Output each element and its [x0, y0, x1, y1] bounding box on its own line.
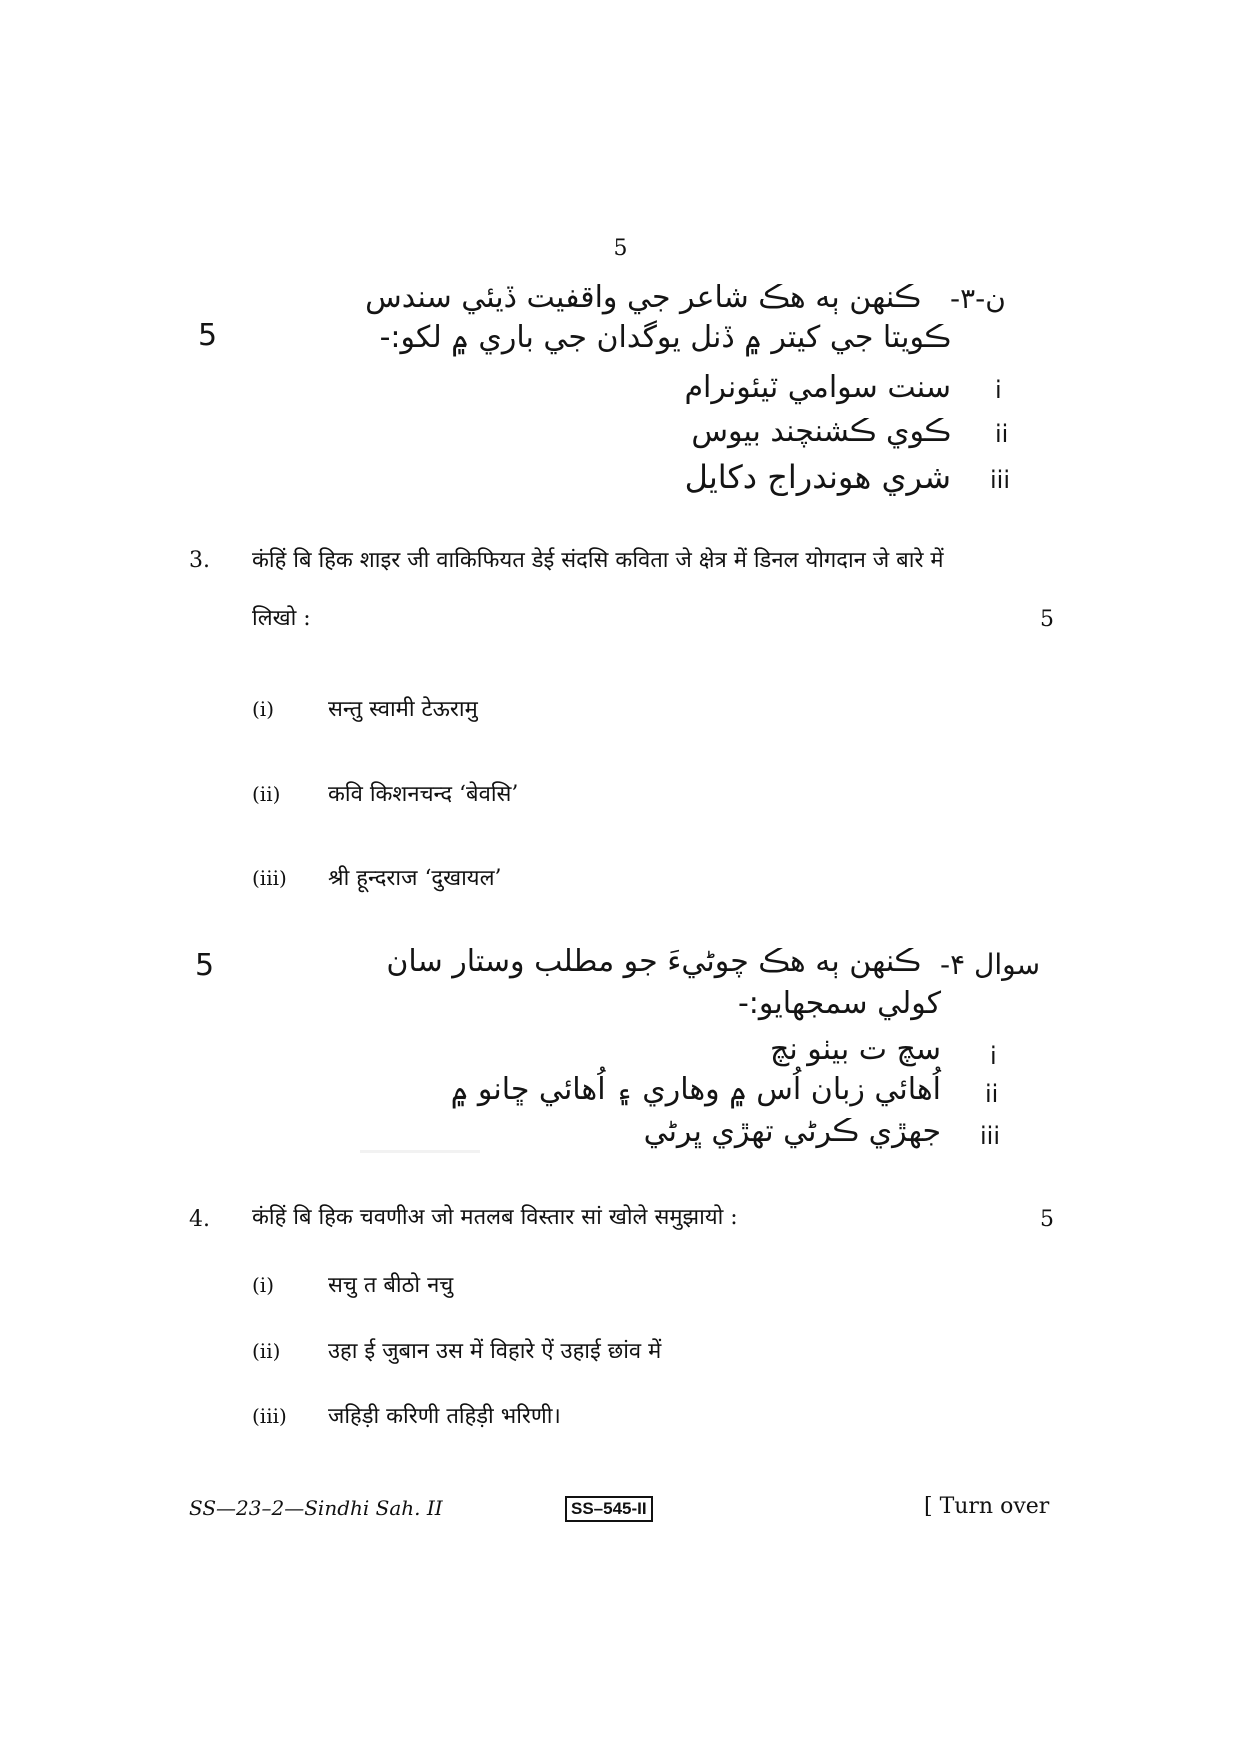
scan-smudge: [360, 1150, 480, 1153]
hw-q3-opt2-num: ii: [995, 420, 1009, 448]
q4-marks: 5: [1040, 1207, 1054, 1232]
q4-number: 4.: [189, 1207, 210, 1232]
handwritten-question-4: [0, 920, 1241, 1160]
hw-q4-opt3-num: iii: [980, 1122, 1001, 1150]
hw-q4-opt1-num: i: [990, 1042, 997, 1070]
hw-q4-opt3-text: جهڙي ڪرڻي تهڙي ڀرڻي: [643, 1114, 941, 1149]
page-number: 5: [613, 236, 628, 261]
footer-booklet-code: SS–545-II: [565, 1496, 653, 1522]
hw-q4-opt2-num: ii: [985, 1080, 999, 1108]
footer-paper-code: SS—23–2—Sindhi Sah. II: [189, 1496, 443, 1520]
q3-option-2-text: कवि किशनचन्द ‘बेवसि’: [328, 782, 519, 807]
hw-q4-opt1-text: سچ ت بيٺو نچ: [769, 1032, 941, 1067]
hw-q3-number: ن-٣-: [950, 282, 1006, 315]
q3-option-1-text: सन्तु स्वामी टेऊरामु: [328, 697, 478, 722]
hw-q3-opt1-num: i: [995, 376, 1002, 404]
hw-q4-opt2-text: اُهائي زبان اُس ۾ وهاري ۽ اُهائي ڇانو ۾: [450, 1072, 941, 1107]
q4-option-1-number: (i): [252, 1273, 275, 1297]
q4-option-3-text: जहिड़ी करिणी तहिड़ी भरिणी।: [328, 1404, 561, 1429]
q4-option-2-number: (ii): [252, 1339, 281, 1363]
hw-q3-opt2-text: ڪوي ڪشنچند بيوس: [691, 414, 951, 449]
q4-option-2-text: उहा ई जुबान उस में विहारे ऐं उहाई छांव में: [328, 1339, 662, 1364]
hw-q3-line1: ڪنهن ٻه هڪ شاعر جي واقفيت ڏيئي سندس: [365, 280, 921, 315]
q3-text-line2: लिखो :: [252, 606, 311, 631]
hw-q3-opt3-num: iii: [990, 466, 1011, 494]
q3-option-2-number: (ii): [252, 782, 281, 806]
q3-number: 3.: [189, 548, 210, 573]
q3-option-3-text: श्री हून्दराज ‘दुखायल’: [328, 866, 502, 891]
q3-option-1-number: (i): [252, 697, 275, 721]
footer-turn-over: [ Turn over: [924, 1494, 1050, 1519]
hw-q4-line2: کولي سمجهايو:-: [737, 986, 941, 1021]
hw-q3-marks: 5: [198, 318, 218, 353]
q3-option-3-number: (iii): [252, 866, 287, 890]
hw-q3-opt3-text: شري هوندراج دکايل: [684, 458, 951, 496]
hw-q4-number: سوال ۴-: [940, 948, 1041, 981]
q3-text-line1: कंहिं बि हिक शाइर जी वाकिफियत डेई संदसि कविता जे क्षेत्र में डिनल योगदान जे बारे में: [252, 548, 944, 573]
hw-q4-line1: ڪنهن ٻه هڪ چوڻيءَ جو مطلب وستار سان: [386, 944, 921, 979]
q4-option-3-number: (iii): [252, 1404, 287, 1428]
hw-q3-line2: ڪويتا جي کيتر ۾ ڏنل يوگدان جي باري ۾ لکو:-: [379, 320, 951, 355]
handwritten-question-3: [0, 0, 1241, 520]
q4-text-line1: कंहिं बि हिक चवणीअ जो मतलब विस्तार सां खोले समुझायो :: [252, 1205, 738, 1230]
q4-option-1-text: सचु त बीठो नचु: [328, 1273, 454, 1298]
hw-q4-marks: 5: [195, 948, 215, 983]
q3-marks: 5: [1040, 607, 1054, 632]
hw-q3-opt1-text: سنت سوامي ٽيئونرام: [684, 370, 951, 405]
